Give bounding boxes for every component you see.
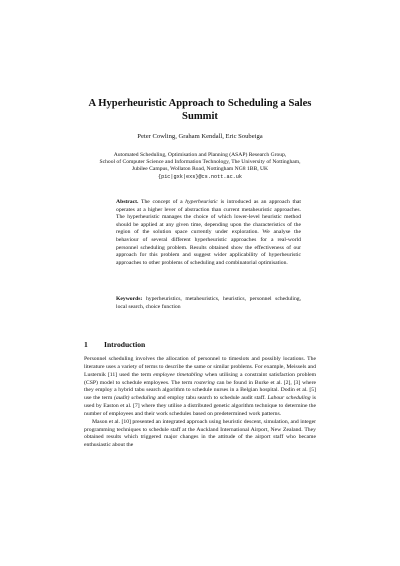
term-emphasis: rostering (194, 379, 215, 386)
paper-title: A Hyperheuristic Approach to Scheduling a Sales Summit (88, 98, 312, 122)
keywords-text: hyperheuristics, metaheuristics, heuristics, personnel scheduling, local search, choice function (116, 296, 301, 310)
term-emphasis: employee timetabling (153, 371, 203, 378)
section-number: 1 (84, 340, 88, 349)
term-emphasis: (audit) scheduling (113, 395, 156, 402)
affiliation-line: Jubilee Campus, Wollaton Road, Nottingham NG8 1BB, UK (131, 166, 269, 173)
paragraph (84, 356, 316, 419)
paragraph-text: Personnel scheduling involves the allocation of personnel to timeslots and possibly locations. The literature uses a variety of terms to describe the same or similar problems. For example, Meissels and Lusternik [11] used the term (84, 356, 316, 378)
paragraph-text: can be found in Burke et al. [2], [3] where they employ a hybrid tabu search algorithm to schedule nurses in a Belgian hospital. Dodin et al. [5] use the term (84, 379, 317, 402)
author-list: Peter Cowling, Graham Kendall, Eric Soubeiga (137, 133, 263, 140)
abstract-emphasis: hyperheuristic (185, 199, 218, 205)
affiliation-line: Automated Scheduling, Optimisation and Planning (ASAP) Research Group, (113, 152, 287, 158)
affiliation-block (60, 152, 340, 181)
abstract-label: Abstract. (116, 199, 139, 205)
paragraph-text: and employ tabu search to schedule audit staff. (157, 395, 266, 402)
paragraph: Mason et al. [10] presented an integrated approach using heuristic descent, simulation, and integer programming techniques to schedule staff at the Auckland International Airport, New Zealand. They obtained results which triggered major changes in the attitude of the airport staff who became enthusiastic about the (84, 418, 316, 449)
keywords (116, 296, 301, 311)
abstract-text: The concept of a (141, 199, 183, 205)
affiliation-line: School of Computer Science and Information Technology, The University of Nottingham, (99, 159, 301, 166)
author-email: {pic|gxk|exs}@cs.nott.ac.uk (157, 173, 243, 180)
term-emphasis: Labour scheduling (267, 395, 311, 402)
paragraph-text: when utilising a constraint satisfaction problem (CSP) model to schedule employees. The term (84, 371, 317, 386)
paragraph-text: is used by Easton et al. [7] where they utilise a distributed genetic algorithm technique to determine the number of employees and their work schedules based on predetermined work patterns. (84, 395, 317, 417)
abstract (116, 199, 301, 267)
section-title: Introduction (104, 340, 146, 349)
keywords-label: Keywords: (116, 296, 143, 302)
abstract-text: is introduced as an approach that operates at a higher lever of abstraction than current metaheuristic approaches. The hyperheuristic manages the choice of which lower-level heuristic method should be applied at any given time, depending upon the characteristics of the region of the solution space currently under exploration. We analyse the behaviour of several different hyperheuristic approaches for a real-world personnel scheduling problem. Results obtained show the effectiveness of our approach for this problem and suggest wider applicability of hyperheuristic approaches to other problems of scheduling and combinatorial optimisation. (116, 199, 301, 266)
body-text (84, 356, 316, 450)
